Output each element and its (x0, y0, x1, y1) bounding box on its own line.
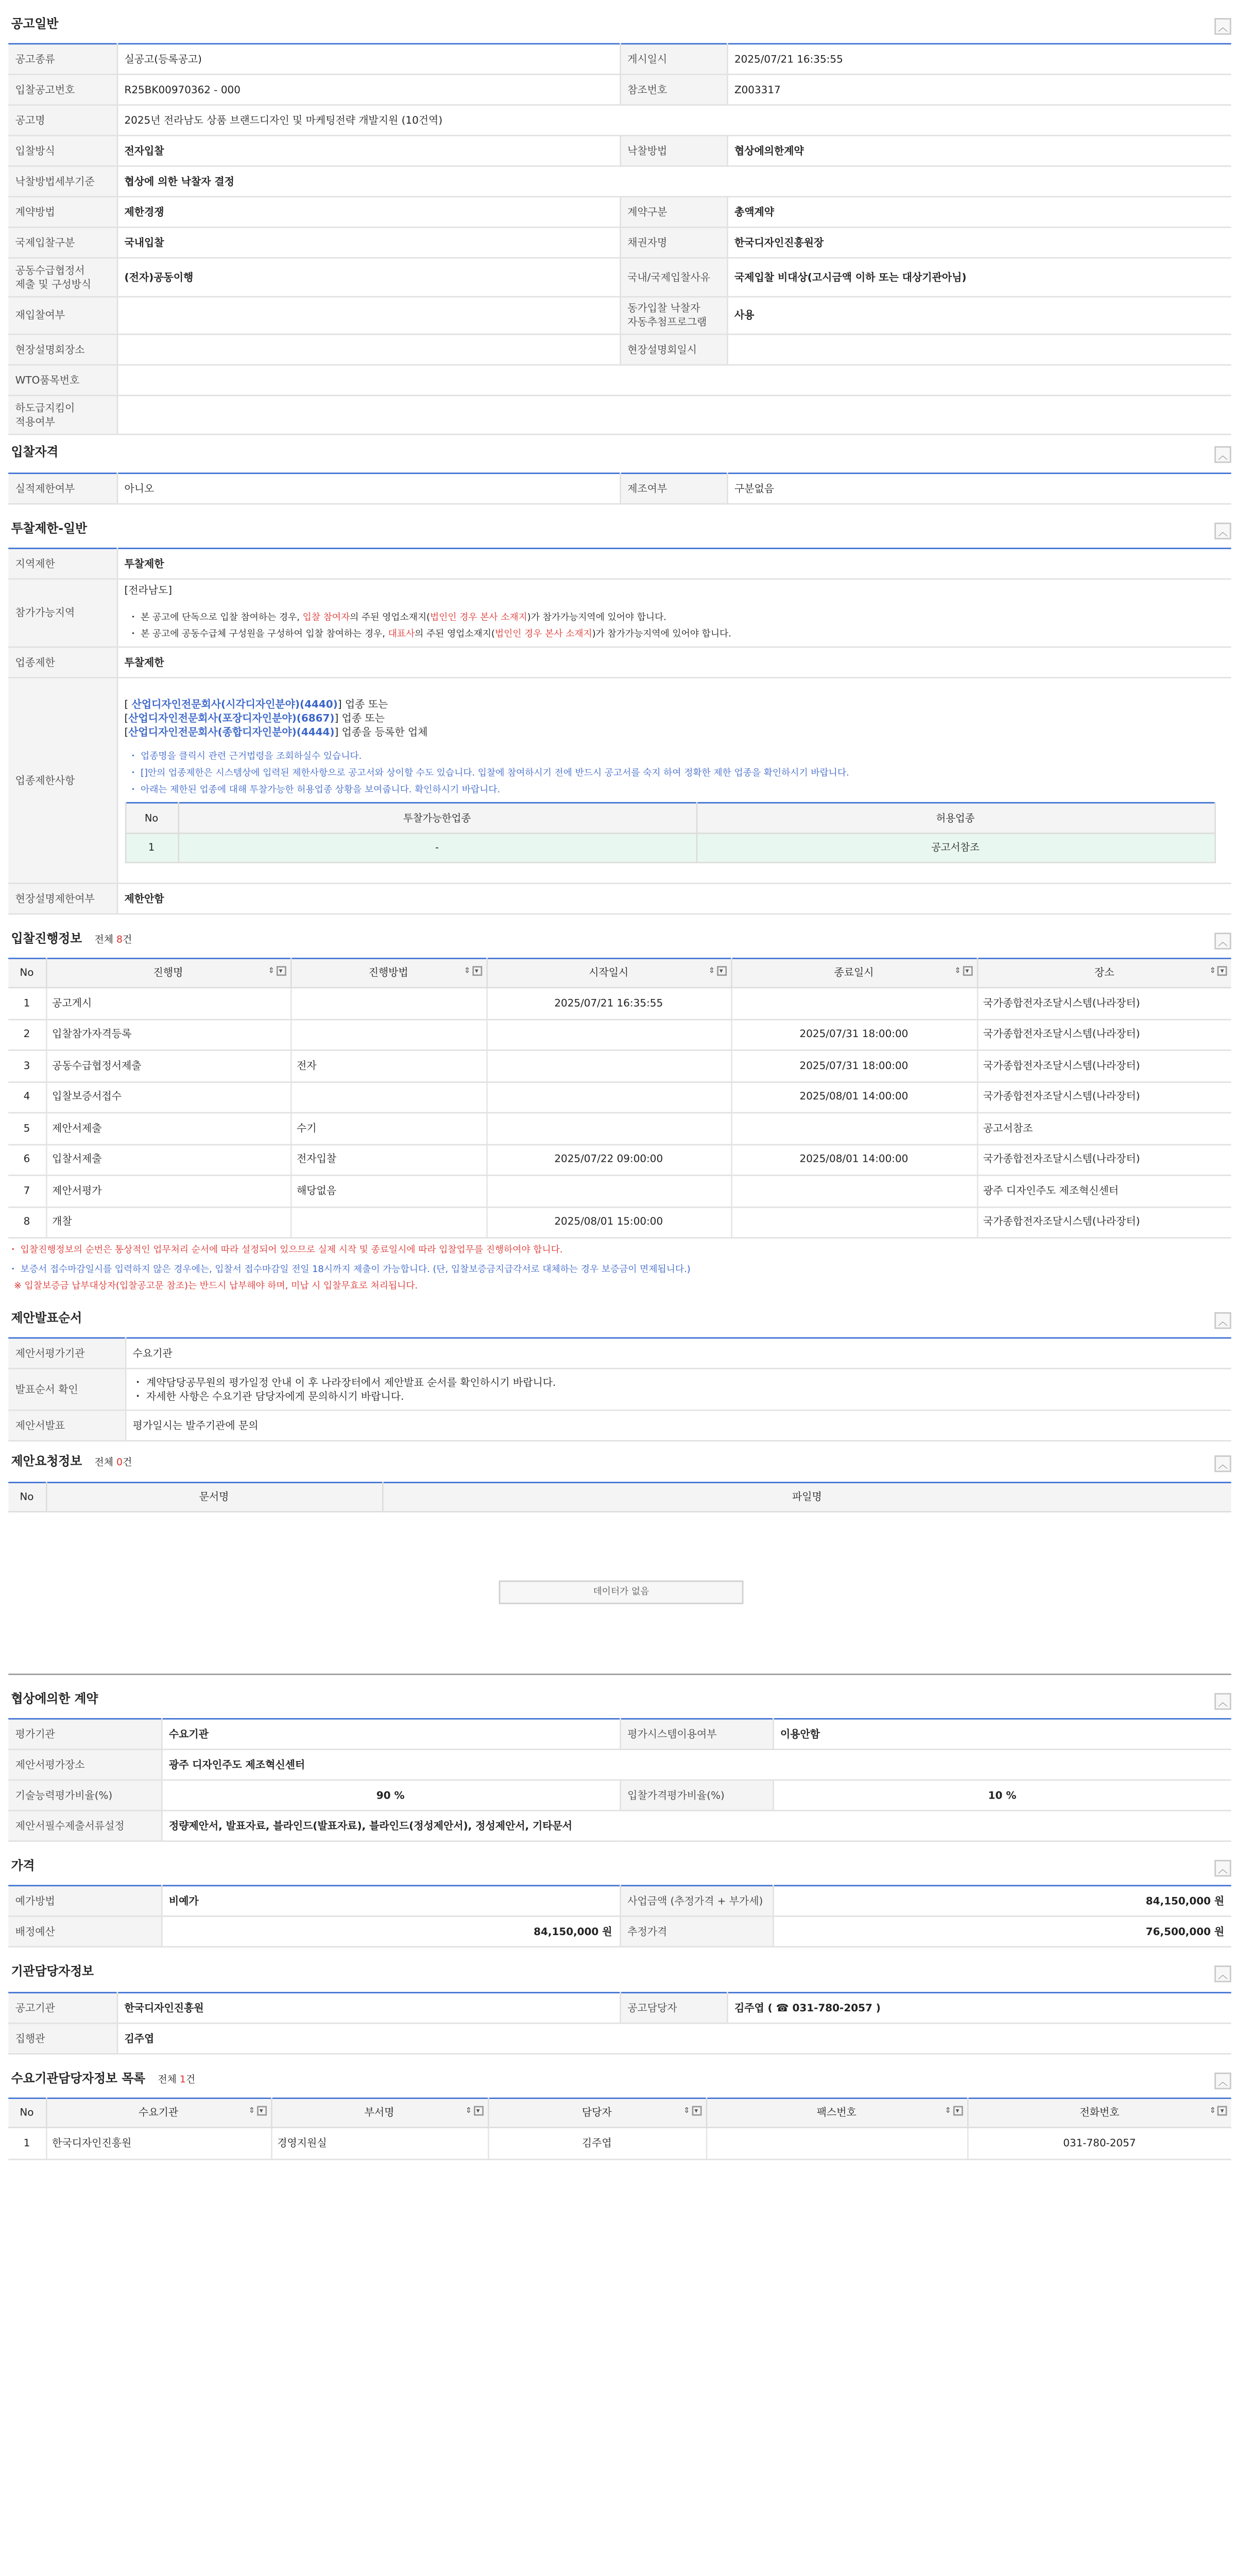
industry-link[interactable]: 산업디자인전문회사(포장디자인분야)(6867) (128, 711, 335, 724)
field-value (727, 334, 1231, 365)
column-header[interactable]: 부서명 ⇕ ▾ (271, 2098, 488, 2128)
progress-note: ・ 보증서 접수마감일시를 입력하지 않은 경우에는, 입찰서 접수마감일 전일 18시까지 제출이 가능합니다. (단, 입찰보증금지급각서로 대체하는 경우 보증금이 면제됩니다.) (8, 1263, 691, 1275)
field-label: 하도급지킴이 적용여부 (8, 396, 116, 435)
table-row: 2 입찰참가자격등록 2025/07/31 18:00:00 국가종합전자조달시스템(나라장터) (8, 1019, 1231, 1050)
industry-link[interactable]: 산업디자인전문회사(종합디자인분야)(4444) (128, 725, 335, 738)
sort-icon[interactable]: ⇕ ▾ (945, 2106, 962, 2118)
info-row (8, 197, 1231, 227)
field-label: 공고명 (8, 105, 116, 135)
price-table (8, 1885, 1231, 1947)
column-header[interactable]: No (8, 958, 46, 988)
field-label: 재입찰여부 (8, 297, 116, 334)
collapse-icon[interactable]: ︿ (1214, 18, 1231, 35)
field-label: 추정가격 (620, 1916, 773, 1946)
table-row: 8 개찰 2025/08/01 15:00:00 국가종합전자조달시스템(나라장터) (8, 1207, 1231, 1238)
section-title: 입찰진행정보 전체 8건 (11, 933, 132, 947)
table-row: 4 입찰보증서접수 2025/08/01 14:00:00 국가종합전자조달시스템(나라장터) (8, 1081, 1231, 1113)
field-label: 업종제한사항 (8, 677, 116, 883)
progress-note: ・ 입찰진행정보의 순번은 통상적인 업무처리 순서에 따라 설정되어 있으므로 실제 시작 및 종료일시에 따라 입찰업무를 진행하여야 합니다. (8, 1244, 563, 1256)
info-row (8, 1916, 1231, 1946)
info-row (8, 396, 1231, 435)
info-row (8, 166, 1231, 196)
request-table (8, 1482, 1231, 1512)
field-label: 공고종류 (8, 44, 116, 74)
progress-note: ※ 입찰보증금 납부대상자(입찰공고문 참조)는 반드시 납부해야 하며, 미납 시 입찰무효로 처리됩니다. (13, 1280, 418, 1292)
sort-icon[interactable]: ⇕ ▾ (954, 966, 972, 978)
field-value: 90 % (161, 1780, 620, 1810)
field-value: 김주엽 (117, 2023, 1231, 2054)
sort-icon[interactable]: ⇕ ▾ (1209, 2106, 1227, 2118)
info-row (8, 334, 1231, 365)
section-title: 투찰제한-일반 (11, 522, 88, 537)
field-label: 동가입찰 낙찰자 자동추첨프로그램 (620, 297, 727, 334)
field-label: 입찰공고번호 (8, 74, 116, 105)
info-row (8, 2023, 1231, 2054)
field-label: 제안서평가장소 (8, 1750, 161, 1780)
section-header-restriction (8, 518, 1231, 546)
field-label: 제안서발표 (8, 1410, 125, 1440)
field-label: 입찰가격평가비율(%) (620, 1780, 773, 1810)
collapse-icon[interactable]: ︿ (1214, 1693, 1231, 1709)
field-label: 계약방법 (8, 197, 116, 227)
filter-dropdown-icon[interactable]: ▾ (256, 2106, 266, 2116)
region-detail (117, 579, 1231, 647)
section-header-negotiation (8, 1689, 1231, 1717)
field-label: 배정예산 (8, 1916, 161, 1946)
region-note: ・ 본 공고에 단독으로 입찰 참여하는 경우, 입찰 참여자의 주된 영업소재지(법인인 경우 본사 소재지)가 참가가능지역에 있어야 합니다. (128, 612, 666, 624)
field-label: 실적제한여부 (8, 473, 116, 504)
sort-icon[interactable]: ⇕ ▾ (464, 966, 482, 978)
column-header[interactable]: 종료일시 ⇕ ▾ (731, 958, 977, 988)
section-header-request (8, 1451, 1231, 1479)
field-label: 국내/국제입찰사유 (620, 258, 727, 297)
column-header[interactable]: 팩스번호 ⇕ ▾ (706, 2098, 967, 2128)
field-label: 참조번호 (620, 74, 727, 105)
field-value: 평가일시는 발주기관에 문의 (125, 1410, 1231, 1440)
field-value: 아니오 (117, 473, 620, 504)
field-label: WTO품목번호 (8, 365, 116, 395)
collapse-icon[interactable]: ︿ (1214, 522, 1231, 539)
column-header: No (125, 803, 178, 833)
field-label: 낙찰방법세부기준 (8, 166, 116, 196)
field-value (117, 396, 1231, 435)
field-label: 발표순서 확인 (8, 1368, 125, 1410)
field-label: 계약구분 (620, 197, 727, 227)
column-header: 허용업종 (696, 803, 1214, 833)
section-title: 제안발표순서 (11, 1312, 82, 1326)
field-label: 예가방법 (8, 1886, 161, 1916)
section-header-presentation (8, 1308, 1231, 1336)
info-row (8, 1750, 1231, 1780)
restriction-table (8, 548, 1231, 914)
field-label: 참가가능지역 (8, 579, 116, 647)
field-label: 국제입찰구분 (8, 227, 116, 258)
column-header[interactable]: 전화번호 ⇕ ▾ (967, 2098, 1231, 2128)
section-header-general (8, 14, 1231, 42)
section-title: 가격 (11, 1860, 35, 1874)
field-value: 투찰제한 (117, 647, 1231, 677)
field-value: ・ 계약담당공무원의 평가일정 안내 이 후 나라장터에서 제안발표 순서를 확인하시기 바랍니다. ・ 자세한 사항은 수요기관 담당자에게 문의하시기 바랍니다. (125, 1368, 1231, 1410)
record-count: 전체 0건 (94, 1456, 132, 1468)
section-title: 공고일반 (11, 18, 59, 32)
field-label: 집행관 (8, 2023, 116, 2054)
field-label: 제안서평가기관 (8, 1338, 125, 1368)
info-row (8, 44, 1231, 74)
negotiation-table (8, 1718, 1231, 1842)
general-info-table (8, 43, 1231, 435)
info-row (8, 258, 1231, 297)
field-label: 공고기관 (8, 1993, 116, 2023)
field-value: 투찰제한 (117, 548, 1231, 579)
progress-table (8, 958, 1231, 1239)
field-label: 게시일시 (620, 44, 727, 74)
collapse-icon[interactable]: ︿ (1214, 933, 1231, 949)
industry-note: ・ 업종명을 클릭시 관련 근거법령을 조회하실수 있습니다. (128, 750, 362, 762)
filter-dropdown-icon[interactable]: ▾ (953, 2106, 963, 2116)
field-value: 정량제안서, 발표자료, 블라인드(발표자료), 블라인드(정성제안서), 정성제안서, 기타문서 (161, 1810, 1231, 1841)
industry-line: [ 산업디자인전문회사(시각디자인분야)(4440)] 업종 또는 (124, 698, 388, 710)
filter-dropdown-icon[interactable]: ▾ (1218, 966, 1227, 976)
field-value: 수요기관 (125, 1338, 1231, 1368)
sort-icon[interactable]: ⇕ ▾ (709, 966, 726, 978)
section-header-progress (8, 928, 1231, 956)
sort-icon[interactable]: ⇕ ▾ (268, 966, 285, 978)
record-count: 전체 8건 (94, 934, 132, 945)
qualification-table (8, 472, 1231, 504)
info-row (8, 1810, 1231, 1841)
field-label: 기술능력평가비율(%) (8, 1780, 161, 1810)
column-header[interactable]: 장소 ⇕ ▾ (977, 958, 1231, 988)
column-header: 파일명 (382, 1483, 1231, 1512)
table-row: 5 제안서제출 수기 공고서참조 (8, 1113, 1231, 1144)
field-value: 협상에의한계약 (727, 135, 1231, 166)
field-label: 업종제한 (8, 647, 116, 677)
field-value: 국제입찰 비대상(고시금액 이하 또는 대상기관아님) (727, 258, 1231, 297)
field-value: (전자)공동이행 (117, 258, 620, 297)
field-value: 제한경쟁 (117, 197, 620, 227)
industry-detail (117, 677, 1231, 883)
info-row (8, 1780, 1231, 1810)
field-value: 이용안함 (773, 1719, 1231, 1749)
field-label: 제조여부 (620, 473, 727, 504)
column-header: No (8, 1483, 46, 1512)
section-title: 협상에의한 계약 (11, 1693, 98, 1707)
column-header[interactable]: 수요기관 ⇕ ▾ (46, 2098, 271, 2128)
field-value: 84,150,000 원 (773, 1886, 1231, 1916)
industry-line: [산업디자인전문회사(종합디자인분야)(4444)] 업종을 등록한 업체 (124, 725, 428, 738)
collapse-icon[interactable]: ︿ (1214, 1455, 1231, 1472)
field-label: 평가기관 (8, 1719, 161, 1749)
sort-icon[interactable]: ⇕ ▾ (683, 2106, 701, 2118)
field-label: 제안서필수제출서류설정 (8, 1810, 161, 1841)
filter-dropdown-icon[interactable]: ▾ (691, 2106, 701, 2116)
field-value: 김주엽 ( ☎ 031-780-2057 ) (727, 1993, 1231, 2023)
section-header-qualification (8, 442, 1231, 470)
field-value: 전자입찰 (117, 135, 620, 166)
column-header: 문서명 (46, 1483, 382, 1512)
info-row (8, 105, 1231, 135)
field-value (117, 334, 620, 365)
column-header[interactable]: 진행명 ⇕ ▾ (46, 958, 290, 988)
filter-dropdown-icon[interactable]: ▾ (962, 966, 972, 976)
region-note: ・ 본 공고에 공동수급체 구성원을 구성하여 입찰 참여하는 경우, 대표사의 주된 영업소재지(법인인 경우 본사 소재지)가 참가가능지역에 있어야 합니다. (128, 629, 731, 640)
filter-dropdown-icon[interactable]: ▾ (716, 966, 726, 976)
field-label: 현장설명제한여부 (8, 884, 116, 914)
section-title: 기관담당자정보 (11, 1965, 94, 1980)
table-row: 1 한국디자인진흥원 경영지원실 김주엽 031-780-2057 (8, 2127, 1231, 2159)
info-row (8, 1993, 1231, 2023)
field-value: 수요기관 (161, 1719, 620, 1749)
field-value: 한국디자인진흥원 (117, 1993, 620, 2023)
column-header[interactable]: 진행방법 ⇕ ▾ (290, 958, 486, 988)
field-value: 2025/07/21 16:35:55 (727, 44, 1231, 74)
collapse-icon[interactable]: ︿ (1214, 2073, 1231, 2089)
field-label: 입찰방식 (8, 135, 116, 166)
table-row: 6 입찰서제출 전자입찰 2025/07/22 09:00:00 2025/08/01 14:00:00 국가종합전자조달시스템(나라장터) (8, 1144, 1231, 1176)
filter-dropdown-icon[interactable]: ▾ (472, 966, 482, 976)
field-value: 실공고(등록공고) (117, 44, 620, 74)
section-title: 수요기관담당자정보 목록 전체 1건 (11, 2072, 196, 2087)
table-row: 1 - 공고서참조 (125, 833, 1214, 862)
info-row (8, 135, 1231, 166)
field-label: 낙찰방법 (620, 135, 727, 166)
field-value: 2025년 전라남도 상품 브랜드디자인 및 마케팅전략 개발지원 (10건역) (117, 105, 1231, 135)
industry-link[interactable]: 산업디자인전문회사(시각디자인분야)(4440) (131, 698, 338, 710)
info-row (8, 1886, 1231, 1916)
column-header[interactable]: 시작일시 ⇕ ▾ (486, 958, 731, 988)
field-value: 76,500,000 원 (773, 1916, 1231, 1946)
divider (8, 1674, 1231, 1675)
field-value: 구분없음 (727, 473, 1231, 504)
field-value: 국내입찰 (117, 227, 620, 258)
column-header[interactable]: 담당자 ⇕ ▾ (488, 2098, 706, 2128)
column-header[interactable]: No (8, 2098, 46, 2128)
demand-table (8, 2097, 1231, 2159)
table-row: 7 제안서평가 해당없음 광주 디자인주도 제조혁신센터 (8, 1175, 1231, 1207)
collapse-icon[interactable]: ︿ (1214, 1312, 1231, 1329)
field-label: 사업금액 (추정가격 + 부가세) (620, 1886, 773, 1916)
field-value: 광주 디자인주도 제조혁신센터 (161, 1750, 1231, 1780)
region-name: [전라남도] (124, 583, 173, 596)
field-value: 사용 (727, 297, 1231, 334)
table-row: 1 공고게시 2025/07/21 16:35:55 국가종합전자조달시스템(나라장터) (8, 988, 1231, 1019)
field-value: 비예가 (161, 1886, 620, 1916)
field-value (117, 297, 620, 334)
info-row (8, 74, 1231, 105)
section-header-price (8, 1856, 1231, 1884)
field-label: 현장설명회일시 (620, 334, 727, 365)
record-count: 전체 1건 (158, 2074, 196, 2086)
agency-table (8, 1992, 1231, 2054)
info-row (8, 227, 1231, 258)
collapse-icon[interactable]: ︿ (1214, 1965, 1231, 1982)
sort-icon[interactable]: ⇕ ▾ (466, 2106, 483, 2118)
field-value: 10 % (773, 1780, 1231, 1810)
field-value: R25BK00970362 - 000 (117, 74, 620, 105)
filter-dropdown-icon[interactable]: ▾ (276, 966, 286, 976)
info-row (8, 1719, 1231, 1749)
industry-line: [산업디자인전문회사(포장디자인분야)(6867)] 업종 또는 (124, 711, 385, 724)
field-label: 지역제한 (8, 548, 116, 579)
field-value: Z003317 (727, 74, 1231, 105)
filter-dropdown-icon[interactable]: ▾ (473, 2106, 483, 2116)
filter-dropdown-icon[interactable]: ▾ (1218, 2106, 1227, 2116)
field-value (117, 365, 1231, 395)
allowed-industry-table (124, 802, 1215, 863)
industry-note: ・ 아래는 제한된 업종에 대해 투찰가능한 허용업종 상황을 보여줍니다. 확인하시기 바랍니다. (128, 784, 501, 795)
section-header-demand (8, 2069, 1231, 2096)
field-value: 협상에 의한 낙찰자 결정 (117, 166, 1231, 196)
field-label: 채권자명 (620, 227, 727, 258)
section-title: 제안요청정보 전체 0건 (11, 1455, 132, 1469)
no-data-message: 데이터가 없음 (499, 1581, 744, 1604)
info-row (8, 297, 1231, 334)
presentation-table (8, 1337, 1231, 1442)
collapse-icon[interactable]: ︿ (1214, 1860, 1231, 1876)
field-label: 현장설명회장소 (8, 334, 116, 365)
table-row: 3 공동수급협정서제출 전자 2025/07/31 18:00:00 국가종합전자조달시스템(나라장터) (8, 1050, 1231, 1081)
field-value: 총액계약 (727, 197, 1231, 227)
section-title: 입찰자격 (11, 446, 59, 461)
sort-icon[interactable]: ⇕ ▾ (249, 2106, 266, 2118)
field-label: 평가시스템이용여부 (620, 1719, 773, 1749)
field-value: 제한안함 (117, 884, 1231, 914)
info-row (8, 365, 1231, 395)
sort-icon[interactable]: ⇕ ▾ (1209, 966, 1227, 978)
field-label: 공동수급협정서 제출 및 구성방식 (8, 258, 116, 297)
industry-note: ・ []안의 업종제한은 시스템상에 입력된 제한사항으로 공고서와 상이할 수도 있습니다. 입찰에 참여하시기 전에 반드시 공고서를 숙지 하여 정확한 제한 업종을 확인하시기 바랍니다. (128, 767, 849, 778)
column-header: 투찰가능한업종 (178, 803, 696, 833)
collapse-icon[interactable]: ︿ (1214, 446, 1231, 463)
field-value: 한국디자인진흥원장 (727, 227, 1231, 258)
section-header-agency (8, 1961, 1231, 1989)
field-label: 공고담당자 (620, 1993, 727, 2023)
field-value: 84,150,000 원 (161, 1916, 620, 1946)
